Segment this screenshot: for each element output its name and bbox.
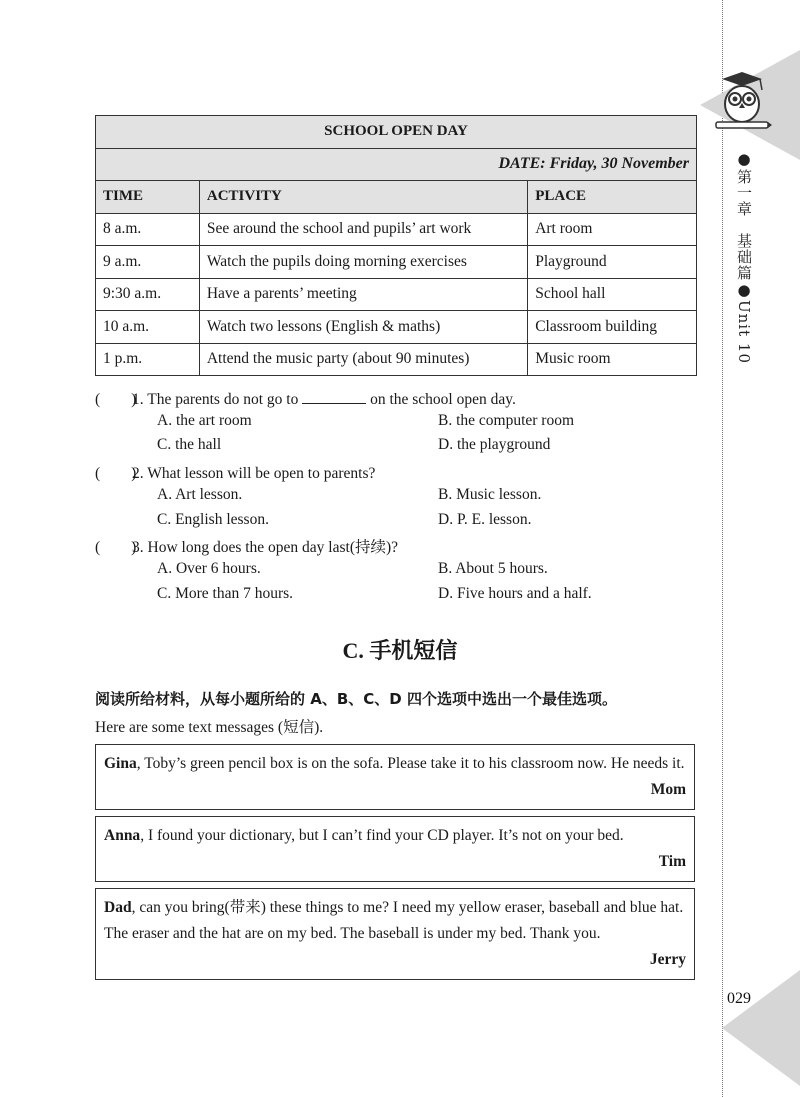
table-date: DATE: Friday, 30 November — [96, 148, 697, 181]
message-text: , I found your dictionary, but I can’t find your CD player. It’s not on your bed. — [140, 827, 624, 844]
message-sender: Tim — [658, 853, 686, 870]
question-stem: 2. What lesson will be open to parents? — [132, 465, 376, 482]
option-c[interactable]: C. More than 7 hours. — [157, 585, 294, 602]
option-b[interactable]: B. About 5 hours. — [438, 560, 548, 577]
page-edge-dotted-line — [722, 0, 723, 1097]
cell-place: School hall — [528, 278, 697, 311]
answer-paren[interactable]: ( ) — [95, 539, 137, 556]
question-3 — [95, 535, 398, 557]
header-time: TIME — [96, 181, 200, 214]
message-sender: Jerry — [649, 951, 686, 968]
message-body — [104, 823, 686, 849]
option-a[interactable]: A. Art lesson. — [157, 486, 243, 503]
option-d[interactable]: D. Five hours and a half. — [438, 585, 592, 602]
option-d[interactable]: D. the playground — [438, 436, 551, 453]
cell-place: Classroom building — [528, 311, 697, 344]
text-message-1 — [95, 744, 695, 810]
cell-place: Art room — [528, 213, 697, 246]
page-number: 029 — [727, 990, 751, 1007]
message-recipient: Anna — [104, 827, 141, 844]
answer-paren[interactable]: ( ) — [95, 465, 137, 482]
message-recipient: Gina — [104, 755, 137, 772]
section-c-title: C. 手机短信 — [342, 638, 458, 663]
text-message-2 — [95, 816, 695, 882]
table-row — [96, 278, 697, 311]
question-stem: 1. The parents do not go to — [132, 391, 299, 408]
option-b[interactable]: B. the computer room — [438, 412, 575, 429]
cell-time: 9 a.m. — [96, 246, 200, 279]
cell-time: 8 a.m. — [96, 213, 200, 246]
message-sender: Mom — [650, 781, 686, 798]
header-place: PLACE — [528, 181, 697, 214]
answer-blank[interactable] — [302, 391, 366, 404]
option-b[interactable]: B. Music lesson. — [438, 486, 542, 503]
bottom-corner-tab — [722, 970, 800, 1086]
table-row — [96, 311, 697, 344]
header-activity: ACTIVITY — [199, 181, 527, 214]
cell-activity: Watch two lessons (English & maths) — [199, 311, 527, 344]
table-row — [96, 213, 697, 246]
owl-mascot-icon — [712, 70, 772, 132]
section-instruction: 阅读所给材料，从每小题所给的 A、B、C、D 四个选项中选出一个最佳选项。 — [95, 690, 617, 708]
cell-time: 1 p.m. — [96, 343, 200, 376]
cell-place: Playground — [528, 246, 697, 279]
message-body — [104, 751, 686, 777]
table-title: SCHOOL OPEN DAY — [96, 116, 697, 149]
message-text: , can you bring(带来) these things to me? I need my yellow eraser, baseball and blue hat. The eraser and the hat are on my bed. The baseball is under my bed. Thank you. — [104, 899, 684, 942]
question-2 — [95, 461, 375, 483]
option-c[interactable]: C. English lesson. — [157, 511, 269, 528]
option-c[interactable]: C. the hall — [157, 436, 222, 453]
question-stem-end: on the school open day. — [370, 391, 516, 408]
cell-place: Music room — [528, 343, 697, 376]
cell-activity: Have a parents’ meeting — [199, 278, 527, 311]
question-1 — [95, 387, 516, 409]
message-recipient: Dad — [104, 899, 132, 916]
message-body — [104, 895, 686, 947]
answer-paren[interactable]: ( ) — [95, 391, 137, 408]
table-row — [96, 343, 697, 376]
school-open-day-table — [95, 115, 697, 376]
cell-time: 10 a.m. — [96, 311, 200, 344]
table-row — [96, 246, 697, 279]
message-text: , Toby’s green pencil box is on the sofa. Please take it to his classroom now. He needs it. — [136, 755, 685, 772]
section-intro: Here are some text messages (短信). — [95, 719, 324, 736]
cell-activity: Attend the music party (about 90 minutes) — [199, 343, 527, 376]
option-a[interactable]: A. Over 6 hours. — [157, 560, 261, 577]
cell-time: 9:30 a.m. — [96, 278, 200, 311]
table-header-row — [96, 181, 697, 214]
cell-activity: See around the school and pupils’ art work — [199, 213, 527, 246]
option-d[interactable]: D. P. E. lesson. — [438, 511, 532, 528]
chapter-label: ●第一章 基础篇●Unit 10 — [735, 150, 753, 364]
text-message-3 — [95, 888, 695, 980]
option-a[interactable]: A. the art room — [157, 412, 252, 429]
cell-activity: Watch the pupils doing morning exercises — [199, 246, 527, 279]
question-stem: 3. How long does the open day last(持续)? — [132, 539, 399, 556]
